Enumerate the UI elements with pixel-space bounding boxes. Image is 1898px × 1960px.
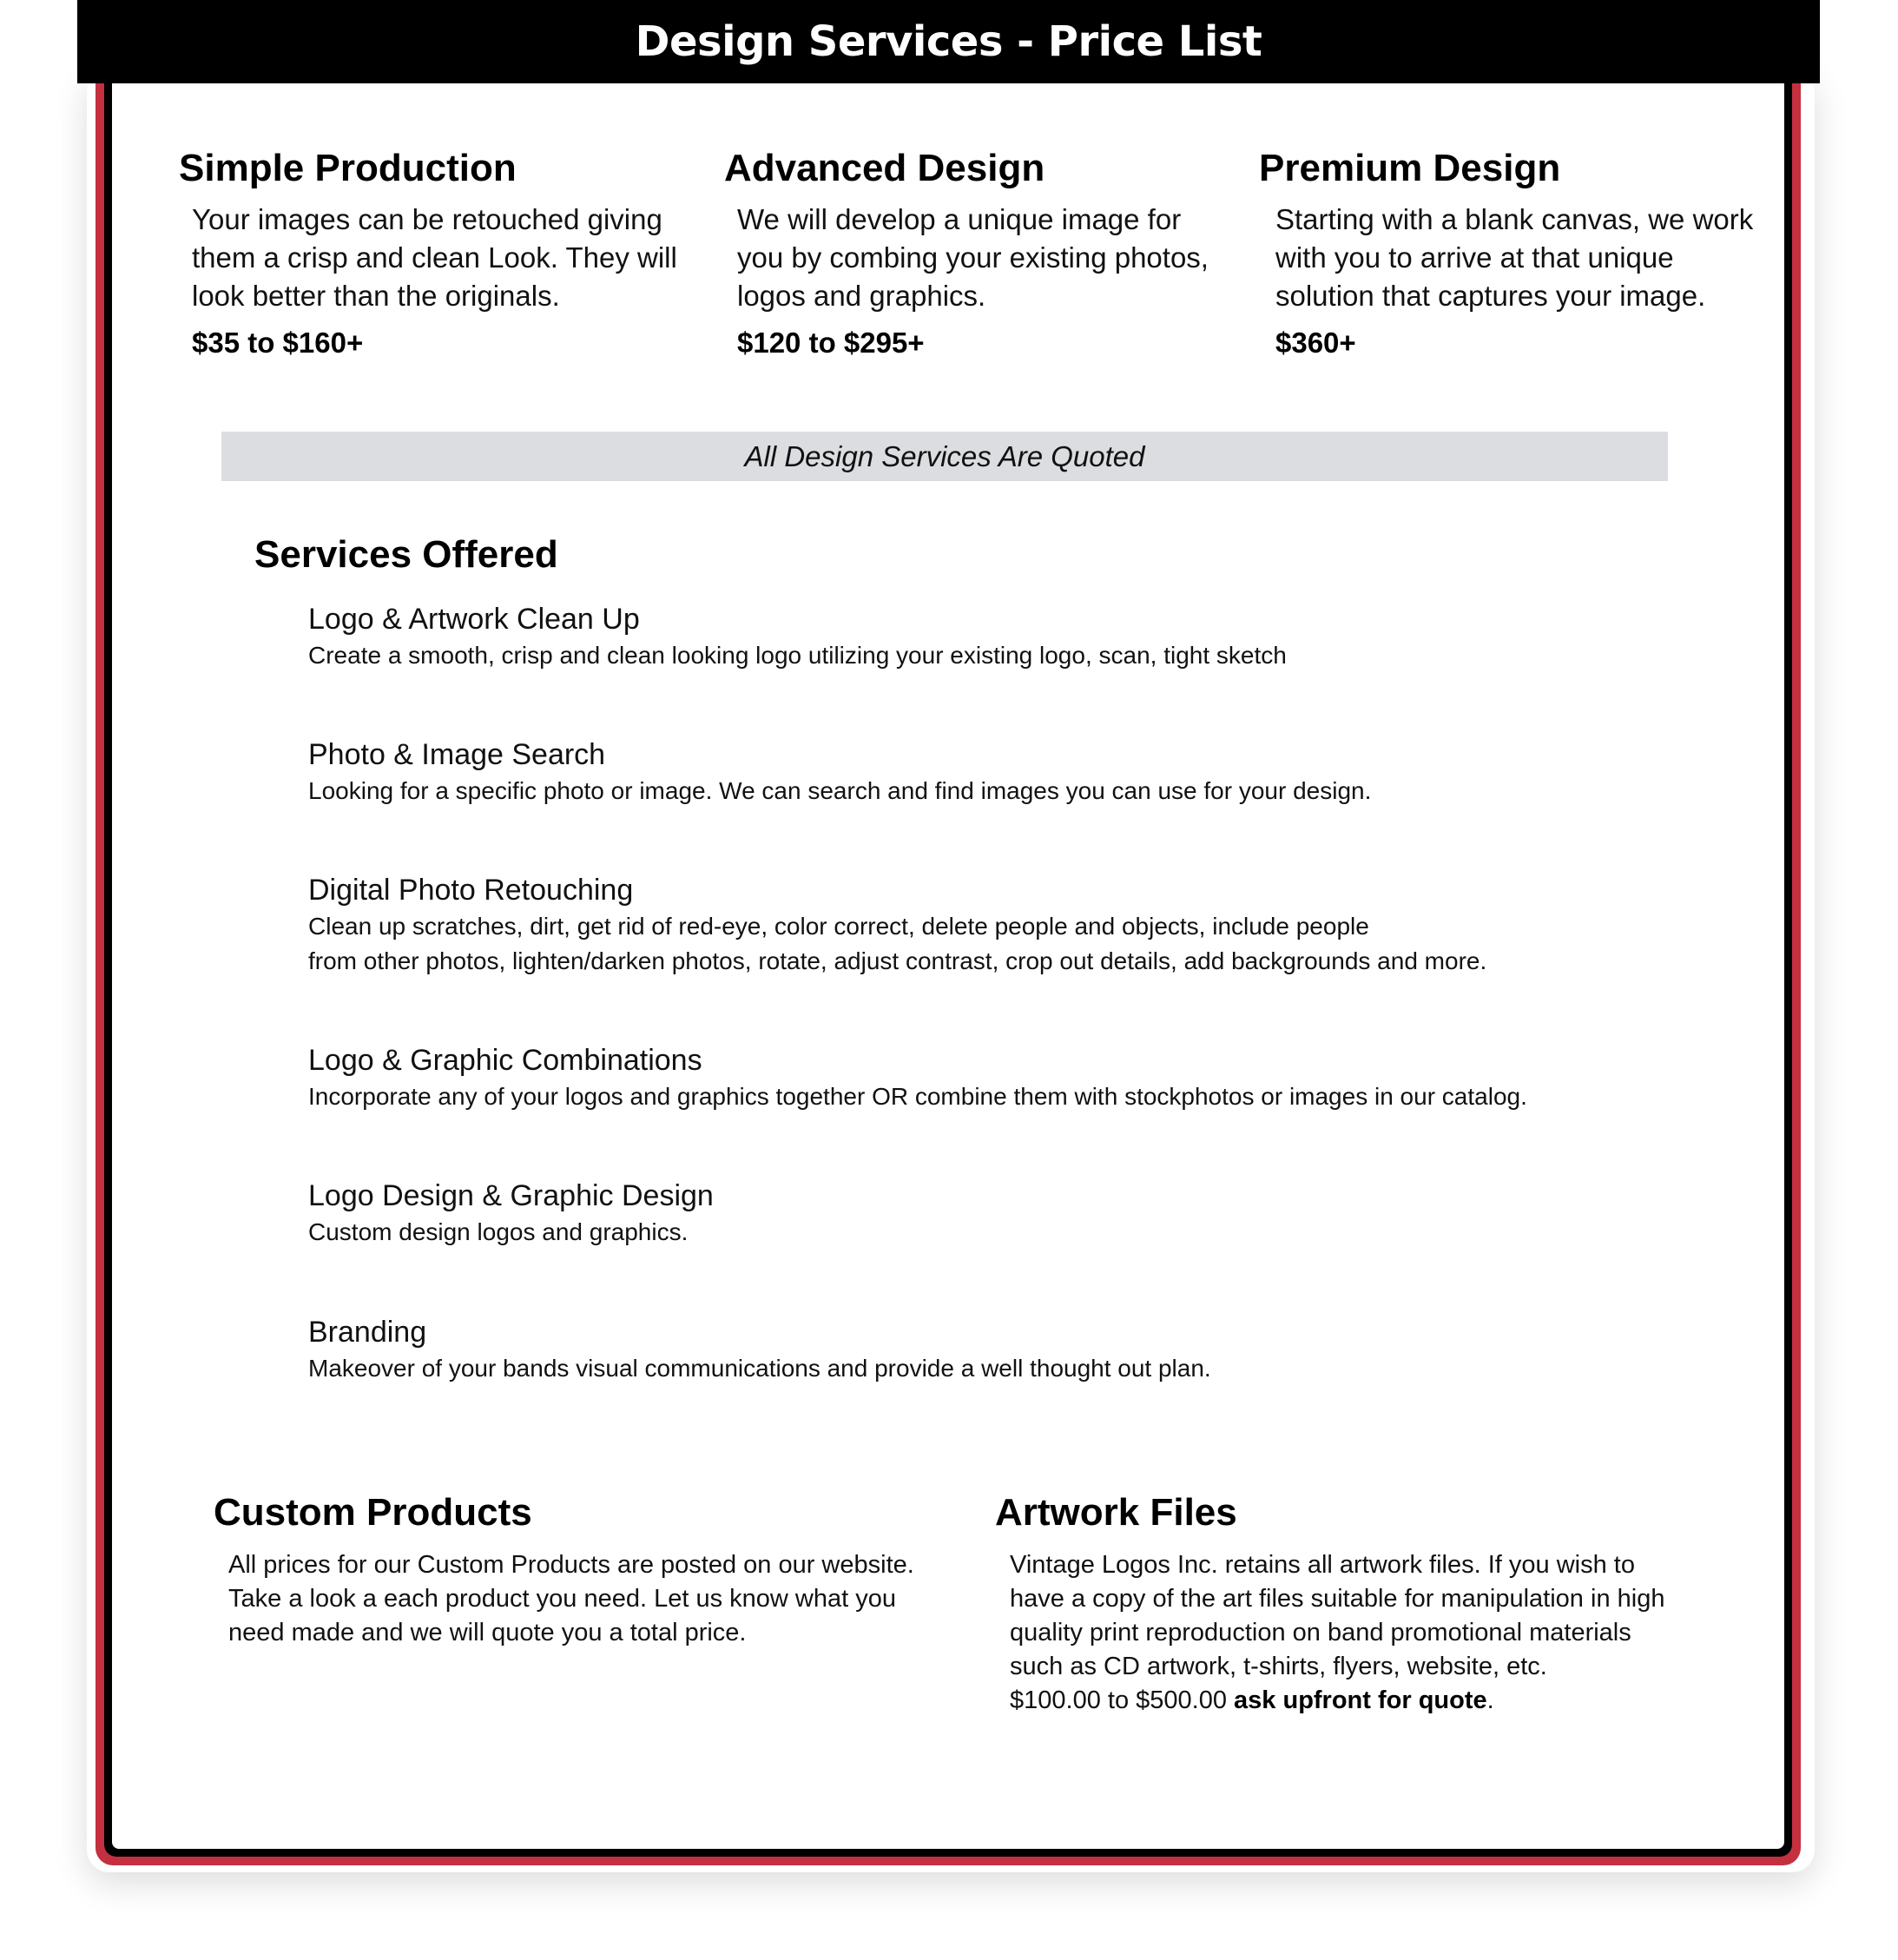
service-name: Digital Photo Retouching bbox=[308, 874, 634, 907]
custom-products-text: All prices for our Custom Products are posted on our website. Take a look a each product you need. Let us know what you need made and we will quote you a total price. bbox=[228, 1551, 914, 1647]
custom-products-title: Custom Products bbox=[214, 1491, 532, 1534]
service-description: Custom design logos and graphics. bbox=[308, 1218, 689, 1245]
tier-description: We will develop a unique image for you by combing your existing photos, logos and graphics. bbox=[737, 203, 1209, 312]
tier-price: $120 to $295+ bbox=[737, 327, 925, 359]
service-name: Logo & Graphic Combinations bbox=[308, 1044, 702, 1077]
tier-title: Advanced Design bbox=[724, 147, 1045, 189]
tier-description: Starting with a blank canvas, we work with you to arrive at that unique solution that captures your image. bbox=[1275, 203, 1754, 312]
artwork-files-end-punctuation: . bbox=[1486, 1686, 1494, 1714]
service-description: Clean up scratches, dirt, get rid of red-eye, color correct, delete people and objects, include people from other photos, lighten/darken photos, rotate, adjust contrast, crop out details, add backgrounds and more. bbox=[308, 913, 1487, 974]
service-item bbox=[308, 1177, 714, 1250]
service-name: Logo & Artwork Clean Up bbox=[308, 603, 640, 636]
header-bar bbox=[77, 0, 1820, 83]
artwork-files-section bbox=[995, 1488, 1690, 1718]
tier-title: Simple Production bbox=[179, 147, 517, 189]
services-title: Services Offered bbox=[254, 533, 558, 576]
artwork-files-price-line bbox=[1010, 1684, 1690, 1718]
tier-simple-production bbox=[179, 143, 691, 362]
tier-premium-design bbox=[1259, 143, 1767, 362]
artwork-files-note: ask upfront for quote bbox=[1234, 1686, 1487, 1714]
service-description: Incorporate any of your logos and graphics together OR combine them with stockphotos or images in our catalog. bbox=[308, 1083, 1527, 1110]
service-item bbox=[308, 871, 1486, 979]
tier-price: $360+ bbox=[1275, 327, 1356, 359]
service-name: Photo & Image Search bbox=[308, 738, 606, 771]
service-item bbox=[308, 1313, 1211, 1386]
service-description: Create a smooth, crisp and clean looking logo utilizing your existing logo, scan, tight sketch bbox=[308, 642, 1287, 669]
page-title: Design Services - Price List bbox=[635, 17, 1262, 66]
artwork-files-title: Artwork Files bbox=[995, 1491, 1237, 1534]
artwork-files-text: Vintage Logos Inc. retains all artwork files. If you wish to have a copy of the art files suitable for manipulation in high quality print reproduction on band promotional materials such as CD artwork, t-shirts, flyers, website, etc. bbox=[1010, 1551, 1665, 1680]
custom-products-section bbox=[214, 1488, 952, 1650]
artwork-files-amount: $100.00 to $500.00 bbox=[1010, 1686, 1227, 1714]
tier-price: $35 to $160+ bbox=[192, 327, 364, 359]
tier-advanced-design bbox=[724, 143, 1223, 362]
quote-banner bbox=[221, 432, 1668, 481]
tier-description: Your images can be retouched giving them a crisp and clean Look. They will look better than the originals. bbox=[192, 203, 677, 312]
service-item bbox=[308, 600, 1287, 673]
service-description: Looking for a specific photo or image. We can search and find images you can use for your design. bbox=[308, 777, 1372, 804]
quote-banner-text: All Design Services Are Quoted bbox=[744, 439, 1145, 472]
tier-title: Premium Design bbox=[1259, 147, 1561, 189]
service-item bbox=[308, 1041, 1527, 1114]
service-name: Branding bbox=[308, 1316, 427, 1349]
service-name: Logo Design & Graphic Design bbox=[308, 1179, 714, 1212]
service-item bbox=[308, 736, 1371, 808]
service-description: Makeover of your bands visual communications and provide a well thought out plan. bbox=[308, 1355, 1211, 1382]
